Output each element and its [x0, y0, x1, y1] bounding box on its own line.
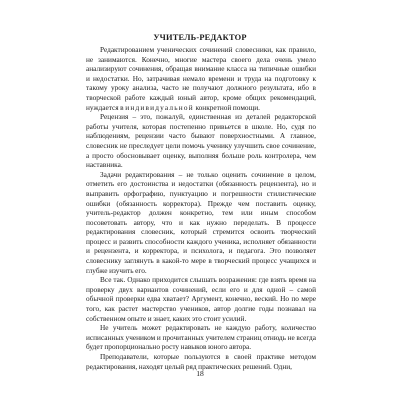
- paragraph-3: Задачи редактирования – не только оценить сочинение в целом, отметить его достоинства и недостатки (обязанность рецензента), но и выправить орфографию, пунктуацию и погрешности стилистические ошибки (обязанность корректора). Прежде чем поставить оценку, учитель-редактор должен конкретно, тем или иным способом посоветовать автору, что и как нужно переделать. В процессе редактирования словесник, который стремится освоить творческий процесс и развить способности каждого ученика, исполняет обязанности и рецензента, и корректора, и психолога, и педагога. Это позволяет словеснику заглянуть в какой-то мере в творческий процесс учащихся и глубже изучить его.: [86, 169, 316, 275]
- paragraph-4: Все так. Однако приходится слышать возражения: где взять время на проверку двух вариантов сочинений, если его и для одной – самой обычной проверки едва хватает? Аргумент, конечно, веский. Но по мере того, как растет мастерство учеников, автор долгие годы познавал на собственном опыте и знает, каких это стоит усилий.: [86, 275, 316, 323]
- paragraph-5: Не учитель может редактировать не каждую работу, количество исписанных учеником и прочитанных учителем страниц отнюдь не всегда будет пропорционально росту навыков юного автора.: [86, 323, 316, 352]
- page-body: [86, 45, 316, 371]
- paragraph-2: Рецензия – это, пожалуй, единственная из деталей редакторской работы учителя, которая постепенно привьется в школе. Но, судя по наблюдениям, рецензии часто бывают поверхностными. А главное, словесник не преследует цели помочь ученику улучшить свое сочинение, а просто обосновывает оценку, выполняя больше роль контролера, чем наставника.: [86, 112, 316, 170]
- paragraph-1: [86, 45, 316, 112]
- spaced-emphasis-word: индивидуальной: [125, 102, 194, 112]
- paragraph-6: Преподаватели, которые пользуются в своей практике методом редактирования, находят целый ряд практических решений. Одни,: [86, 352, 316, 371]
- paragraph-1-tail: конкретной помощи.: [193, 102, 260, 112]
- page-number: 18: [196, 369, 204, 378]
- chapter-title: УЧИТЕЛЬ-РЕДАКТОР: [153, 33, 247, 42]
- paragraph-1-text: Редактированием ученических сочинений словесники, как правило, не занимаются. Конечно, многие мастера своего дела очень умело анализируют сочинения, обращая внимание класса на типичные ошибки и недостатки. Но, затрачивая немало времени и труда на подготовку к такому уроку анализа, часто не получают должного результата, ибо в творческой работе каждый юный автор, кроме общих рекомендаций, нуждается в: [86, 45, 316, 112]
